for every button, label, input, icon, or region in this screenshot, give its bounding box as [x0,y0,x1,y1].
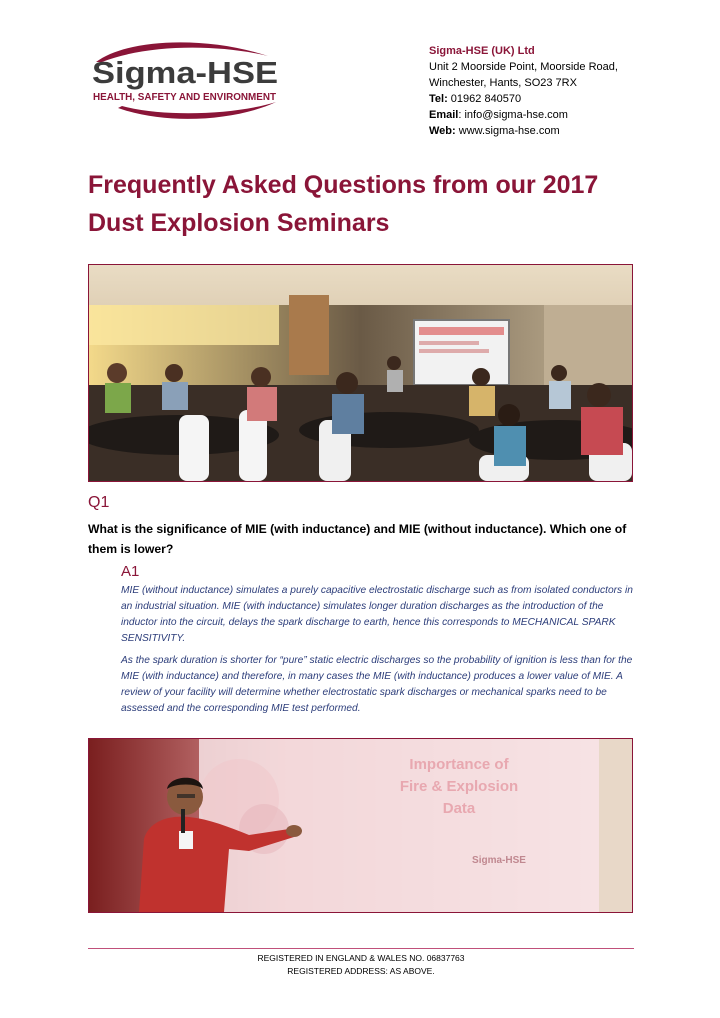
logo-brand: Sigma-HSE [92,55,278,90]
tel-value: 01962 840570 [447,93,522,105]
answer-paragraph-1: MIE (without inductance) simulates a purely capacitive electrostatic discharge such as from isolated conductors in an industrial situation. MIE (with inductance) simulates longer duration discharges as the introduction of the inductor into the circuit, delays the spark discharge to earth, hence this corresponds to MECHANICAL SPARK SENSITIVITY. [121,585,633,644]
address-line-1: Unit 2 Moorside Point, Moorside Road, [429,61,618,73]
web-value[interactable]: www.sigma-hse.com [455,125,560,137]
answer-paragraph-2: As the spark duration is shorter for “pure” static electric discharges so the probability of ignition is less than for the MIE (with inductance) and therefore, in many cases the MIE (with inductance) produces a lower value of MIE. A review of your facility will determine whether electrostatic spark discharges or mechanical sparks need to be assessed and the corresponding MIE test performed. [121,655,633,714]
website [429,123,618,139]
answer-body [121,583,636,723]
title-line-2: Dust Explosion Seminars [88,209,390,237]
answer-label: A1 [121,563,140,580]
footer-registration: REGISTERED IN ENGLAND & WALES NO. 06837763 [257,953,465,963]
footer [88,952,634,978]
slide-title-line-3: Data [442,800,476,817]
question-label: Q1 [88,494,110,511]
logo-tagline: HEALTH, SAFETY AND ENVIRONMENT [93,92,276,103]
slide-title-line-1: Importance of [409,756,509,773]
email-value[interactable]: : info@sigma-hse.com [458,109,568,121]
page-title [88,166,648,242]
footer-divider [88,948,634,949]
slide-title-line-2: Fire & Explosion [399,778,519,795]
footer-address: REGISTERED ADDRESS: AS ABOVE. [287,966,435,976]
telephone [429,91,618,107]
company-name: Sigma-HSE (UK) Ltd [429,45,535,57]
email [429,107,618,123]
presenter-illustration [89,739,632,912]
web-label: Web: [429,125,456,137]
title-line-1: Frequently Asked Questions from our 2017 [88,171,599,199]
email-label: Email [429,109,459,121]
company-details [429,43,618,139]
sigma-hse-logo [88,40,284,120]
seminar-room-illustration [89,265,632,481]
slide-brand: Sigma-HSE [472,855,526,866]
seminar-audience-photo [88,264,633,482]
tel-label: Tel: [429,93,448,105]
question-text: What is the significance of MIE (with inductance) and MIE (without inductance). Which one of them is lower? [88,522,627,556]
presenter-photo [88,738,633,913]
address-line-2: Winchester, Hants, SO23 7RX [429,77,577,89]
